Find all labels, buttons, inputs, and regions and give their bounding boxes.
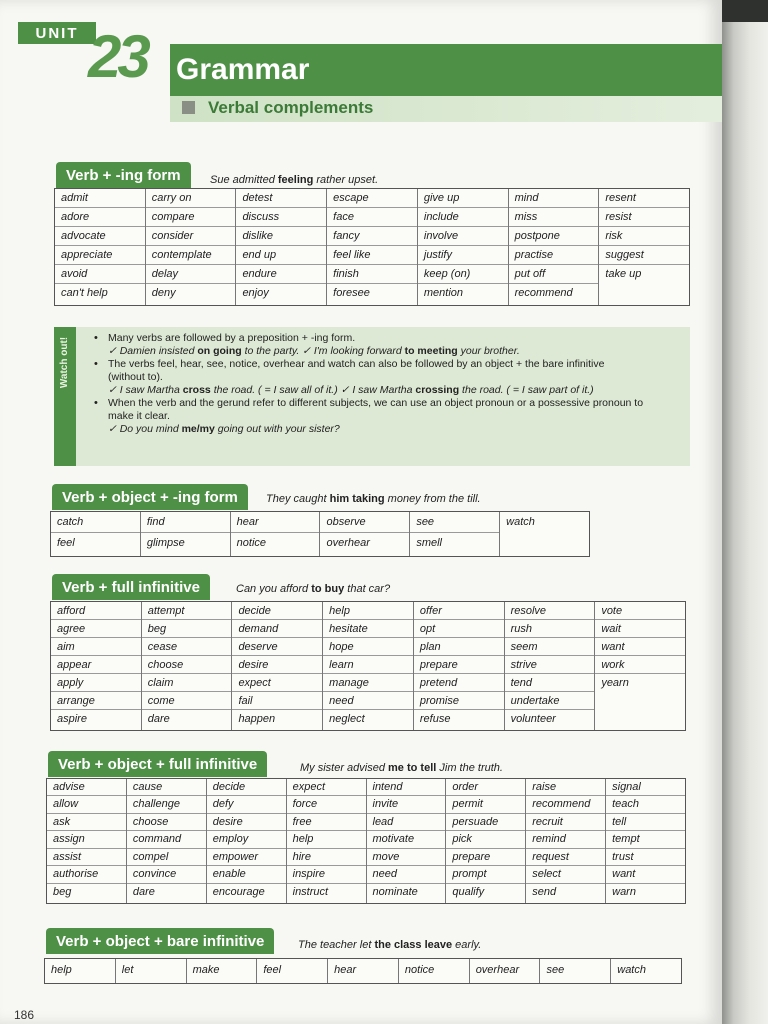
watch-out-bullet: • The verbs feel, hear, see, notice, overhear and watch can also be followed by an object + the bare infinitive <box>94 358 680 371</box>
word-cell: feel <box>57 537 75 549</box>
word-cell: watch <box>506 516 535 528</box>
watch-out-content <box>94 332 680 436</box>
word-cell: recommend <box>526 796 605 813</box>
word-column <box>327 189 418 305</box>
word-column <box>410 512 500 556</box>
word-cell: vote <box>595 602 685 620</box>
section-example-obj-full-inf: My sister advised me to tell Jim the truth. <box>300 762 503 774</box>
word-cell: opt <box>414 620 504 638</box>
word-cell: agree <box>51 620 141 638</box>
word-cell: decide <box>232 602 322 620</box>
word-table-ing <box>54 188 690 306</box>
word-cell: consider <box>146 227 236 246</box>
word-cell: deserve <box>232 638 322 656</box>
word-cell: involve <box>418 227 508 246</box>
word-cell: fail <box>232 692 322 710</box>
word-cell: feel <box>263 964 282 976</box>
word-column <box>232 602 323 730</box>
word-cell: escape <box>327 189 417 208</box>
word-cell: ask <box>47 814 126 831</box>
section-heading-ing: Verb + -ing form <box>56 162 191 188</box>
word-cell: free <box>287 814 366 831</box>
word-cell: employ <box>207 831 286 848</box>
word-cell: avoid <box>55 265 145 284</box>
word-cell: beg <box>142 620 232 638</box>
word-cell: decide <box>207 779 286 796</box>
word-cell: request <box>526 849 605 866</box>
word-cell: cause <box>127 779 206 796</box>
word-cell: include <box>418 208 508 227</box>
word-cell: observe <box>320 512 409 533</box>
word-cell: enable <box>207 866 286 883</box>
word-cell: want <box>606 866 685 883</box>
word-column <box>323 602 414 730</box>
word-cell: can't help <box>61 287 108 299</box>
word-cell: help <box>323 602 413 620</box>
word-cell: dislike <box>236 227 326 246</box>
word-cell: hear <box>231 512 320 533</box>
word-column <box>207 779 287 903</box>
word-cell: lead <box>367 814 446 831</box>
word-column <box>399 959 470 983</box>
watch-out-example: ✓ Damien insisted on going to the party. ✓ I'm looking forward to meeting your brother. <box>108 345 520 357</box>
word-cell: pick <box>446 831 525 848</box>
word-cell: aim <box>51 638 141 656</box>
word-cell: postpone <box>509 227 599 246</box>
word-table-obj-bare-inf <box>44 958 682 984</box>
word-cell: teach <box>606 796 685 813</box>
word-cell: admit <box>55 189 145 208</box>
word-column <box>320 512 410 556</box>
word-column <box>51 602 142 730</box>
word-cell: risk <box>599 227 689 246</box>
word-column <box>51 512 141 556</box>
word-cell: happen <box>238 713 276 725</box>
word-cell: hire <box>287 849 366 866</box>
word-cell: suggest <box>599 246 689 265</box>
word-cell: neglect <box>329 713 365 725</box>
word-cell: contemplate <box>146 246 236 265</box>
word-column <box>187 959 258 983</box>
word-cell: convince <box>127 866 206 883</box>
page-title: Grammar <box>176 53 310 86</box>
word-cell: give up <box>418 189 508 208</box>
word-cell: plan <box>414 638 504 656</box>
word-cell: volunteer <box>510 713 556 725</box>
word-cell: attempt <box>142 602 232 620</box>
word-column <box>595 602 685 730</box>
word-cell: make <box>192 964 220 976</box>
word-cell: detest <box>236 189 326 208</box>
word-cell: motivate <box>367 831 446 848</box>
word-cell: notice <box>236 537 267 549</box>
word-column <box>509 189 600 305</box>
word-column <box>47 779 127 903</box>
word-cell: adore <box>55 208 145 227</box>
word-cell: choose <box>127 814 206 831</box>
word-cell: inspire <box>287 866 366 883</box>
word-cell: seem <box>505 638 595 656</box>
watch-out-line: make it clear. <box>108 410 170 422</box>
square-icon <box>182 101 195 114</box>
watch-out-bullet: • When the verb and the gerund refer to different subjects, we can use an object pronoun or a possessive pronoun to <box>94 397 680 410</box>
section-example-obj-bare-inf: The teacher let the class leave early. <box>298 939 482 951</box>
word-cell: tell <box>606 814 685 831</box>
word-cell: permit <box>446 796 525 813</box>
word-table-obj-ing <box>50 511 590 557</box>
word-cell: find <box>141 512 230 533</box>
watch-out-example: ✓ I saw Martha cross the road. ( = I saw all of it.) ✓ I saw Martha crossing the road. ( = I saw part of it.) <box>108 384 594 396</box>
word-cell: apply <box>51 674 141 692</box>
word-cell: warn <box>612 885 636 898</box>
watch-out-bullet: • Many verbs are followed by a preposition + -ing form. <box>94 332 680 345</box>
word-cell: promise <box>414 692 504 710</box>
word-cell: prepare <box>446 849 525 866</box>
word-cell: authorise <box>47 866 126 883</box>
word-cell: endure <box>236 265 326 284</box>
word-column <box>446 779 526 903</box>
word-cell: assign <box>47 831 126 848</box>
word-cell: prepare <box>414 656 504 674</box>
word-cell: want <box>595 638 685 656</box>
word-cell: hesitate <box>323 620 413 638</box>
word-cell: dare <box>147 713 170 725</box>
word-cell: advocate <box>55 227 145 246</box>
word-column <box>287 779 367 903</box>
word-cell: see <box>546 964 565 976</box>
word-cell: hear <box>334 964 357 976</box>
word-cell: persuade <box>446 814 525 831</box>
word-cell: help <box>51 964 72 976</box>
word-cell: expect <box>287 779 366 796</box>
word-column <box>45 959 116 983</box>
word-cell: tend <box>505 674 595 692</box>
word-column <box>611 959 681 983</box>
word-cell: defy <box>207 796 286 813</box>
word-cell: strive <box>505 656 595 674</box>
word-cell: fancy <box>327 227 417 246</box>
word-column <box>418 189 509 305</box>
word-column <box>606 779 685 903</box>
word-cell: miss <box>509 208 599 227</box>
watch-out-label: Watch out! <box>59 336 71 388</box>
word-column <box>328 959 399 983</box>
word-cell: notice <box>404 964 435 976</box>
word-cell: advise <box>47 779 126 796</box>
word-column <box>526 779 606 903</box>
word-cell: prompt <box>446 866 525 883</box>
word-column <box>470 959 541 983</box>
word-cell: deny <box>151 287 176 299</box>
word-cell: see <box>410 512 499 533</box>
word-cell: tempt <box>606 831 685 848</box>
word-cell: resist <box>599 208 689 227</box>
page-edge <box>722 0 768 1024</box>
word-cell: command <box>127 831 206 848</box>
section-example-full-inf: Can you afford to buy that car? <box>236 583 391 595</box>
word-cell: catch <box>51 512 140 533</box>
word-cell: learn <box>323 656 413 674</box>
page-edge-dark <box>722 0 768 22</box>
word-cell: aspire <box>57 713 87 725</box>
word-cell: keep (on) <box>418 265 508 284</box>
word-cell: move <box>367 849 446 866</box>
word-cell: feel like <box>327 246 417 265</box>
section-example-obj-ing: They caught him taking money from the till. <box>266 493 481 505</box>
section-heading-obj-bare-inf: Verb + object + bare infinitive <box>46 928 274 954</box>
word-cell: overhear <box>326 537 370 549</box>
word-cell: resent <box>599 189 689 208</box>
word-cell: claim <box>142 674 232 692</box>
word-cell: watch <box>617 964 646 976</box>
word-cell: practise <box>509 246 599 265</box>
word-cell: expect <box>232 674 322 692</box>
word-cell: wait <box>595 620 685 638</box>
word-cell: work <box>595 656 685 674</box>
word-cell: nominate <box>372 885 418 898</box>
word-cell: put off <box>509 265 599 284</box>
word-cell: appreciate <box>55 246 145 265</box>
word-cell: come <box>142 692 232 710</box>
word-column <box>127 779 207 903</box>
section-heading-full-inf: Verb + full infinitive <box>52 574 210 600</box>
word-column <box>141 512 231 556</box>
word-column <box>142 602 233 730</box>
word-cell: mind <box>509 189 599 208</box>
word-column <box>367 779 447 903</box>
word-cell: help <box>287 831 366 848</box>
word-cell: raise <box>526 779 605 796</box>
word-cell: end up <box>236 246 326 265</box>
word-cell: trust <box>606 849 685 866</box>
word-cell: foresee <box>333 287 370 299</box>
word-cell: finish <box>327 265 417 284</box>
word-cell: face <box>327 208 417 227</box>
word-cell: carry on <box>146 189 236 208</box>
word-cell: desire <box>207 814 286 831</box>
word-cell: compel <box>127 849 206 866</box>
word-cell: qualify <box>452 885 485 898</box>
word-cell: refuse <box>419 713 451 725</box>
word-cell: dare <box>132 885 155 898</box>
word-cell: order <box>446 779 525 796</box>
word-column <box>540 959 611 983</box>
word-cell: invite <box>367 796 446 813</box>
word-cell: yearn <box>601 677 629 689</box>
word-column <box>505 602 596 730</box>
word-column <box>231 512 321 556</box>
word-cell: arrange <box>51 692 141 710</box>
section-example-ing: Sue admitted feeling rather upset. <box>210 174 379 186</box>
unit-number: 23 <box>88 23 147 90</box>
word-table-full-inf <box>50 601 686 731</box>
word-cell: recruit <box>526 814 605 831</box>
word-cell: undertake <box>505 692 595 710</box>
word-cell: smell <box>416 537 442 549</box>
word-cell: let <box>121 964 134 976</box>
word-cell: desire <box>232 656 322 674</box>
word-column <box>500 512 589 556</box>
word-column <box>116 959 187 983</box>
word-column <box>236 189 327 305</box>
word-cell: assist <box>47 849 126 866</box>
watch-out-line: (without to). <box>108 371 163 383</box>
word-cell: remind <box>526 831 605 848</box>
word-cell: take up <box>605 268 642 280</box>
word-table-obj-full-inf <box>46 778 686 904</box>
word-cell: challenge <box>127 796 206 813</box>
word-column <box>146 189 237 305</box>
word-cell: need <box>323 692 413 710</box>
watch-out-example: ✓ Do you mind me/my going out with your sister? <box>108 423 340 435</box>
word-cell: encourage <box>212 885 265 898</box>
word-cell: appear <box>51 656 141 674</box>
word-cell: offer <box>414 602 504 620</box>
word-column <box>414 602 505 730</box>
word-cell: resolve <box>505 602 595 620</box>
word-cell: signal <box>606 779 685 796</box>
word-cell: force <box>287 796 366 813</box>
page-number: 186 <box>14 1008 35 1022</box>
word-cell: overhear <box>475 964 520 976</box>
word-column <box>257 959 328 983</box>
word-cell: demand <box>232 620 322 638</box>
word-cell: choose <box>142 656 232 674</box>
word-cell: justify <box>418 246 508 265</box>
word-cell: enjoy <box>242 287 269 299</box>
word-cell: instruct <box>292 885 329 898</box>
word-cell: compare <box>146 208 236 227</box>
word-cell: allow <box>47 796 126 813</box>
word-cell: glimpse <box>146 537 185 549</box>
word-cell: intend <box>367 779 446 796</box>
word-cell: afford <box>51 602 141 620</box>
word-cell: beg <box>53 885 72 898</box>
word-cell: cease <box>142 638 232 656</box>
section-heading-obj-ing: Verb + object + -ing form <box>52 484 248 510</box>
word-cell: delay <box>146 265 236 284</box>
word-cell: mention <box>423 287 464 299</box>
word-cell: rush <box>505 620 595 638</box>
word-cell: discuss <box>236 208 326 227</box>
word-cell: select <box>526 866 605 883</box>
page-subtitle: Verbal complements <box>208 98 374 117</box>
word-cell: pretend <box>414 674 504 692</box>
word-cell: manage <box>323 674 413 692</box>
unit-label: UNIT <box>18 22 96 44</box>
word-column <box>55 189 146 305</box>
word-cell: need <box>367 866 446 883</box>
word-column <box>599 189 689 305</box>
word-cell: empower <box>207 849 286 866</box>
word-cell: recommend <box>514 287 573 299</box>
word-cell: send <box>532 885 557 898</box>
word-cell: hope <box>323 638 413 656</box>
section-heading-obj-full-inf: Verb + object + full infinitive <box>48 751 267 777</box>
